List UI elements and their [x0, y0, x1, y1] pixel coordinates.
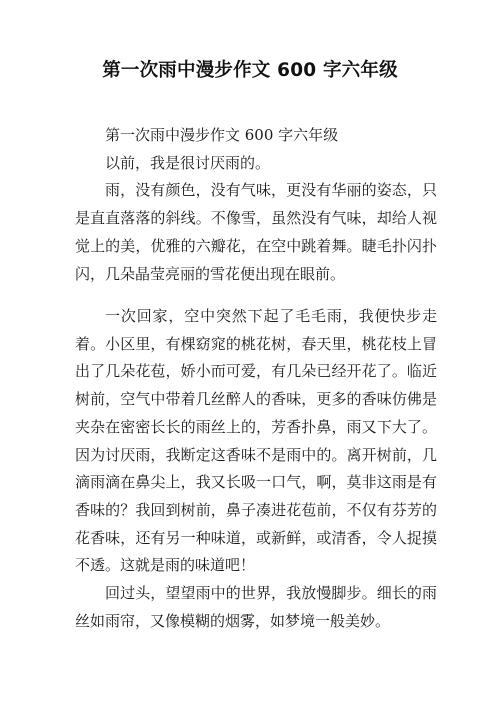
paragraph: 一次回家，空中突然下起了毛毛雨，我便快步走着。小区里，有棵窈窕的桃花树，春天里，桃花枝上冒出了几朵花苞，娇小而可爱，有几朵已经开花了。临近树前，空气中带着几丝醉人的香味，更多的香味仿佛是夹杂在密密长长的雨丝上的，芳香扑鼻，雨又下大了。因为讨厌雨，我断定这香味不是雨中的。离开树前，几滴雨滴在鼻尖上，我又长吸一口气，啊，莫非这雨是有香味的？我回到树前，鼻子凑进花苞前，不仅有芬芳的花香味，还有另一种味道，或新鲜，或清香，令人捉摸不透。这就是雨的味道吧！	[75, 307, 437, 575]
document-title: 第一次雨中漫步作文 600 字六年级	[102, 60, 398, 81]
paragraph: 回过头，望望雨中的世界，我放慢脚步。细长的雨丝如雨帘，又像模糊的烟雾，如梦境一般美妙。	[75, 584, 437, 630]
paragraph: 雨，没有颜色，没有气味，更没有华丽的姿态，只是直直落落的斜线。不像雪，虽然没有气味，却给人视觉上的美，优雅的六瓣花，在空中跳着舞。睫毛扑闪扑闪，几朵晶莹亮丽的雪花便出现在眼前。	[75, 181, 437, 283]
paragraph: 以前，我是很讨厌雨的。	[105, 153, 271, 172]
heading-line: 第一次雨中漫步作文 600 字六年级	[105, 126, 339, 144]
body-section-2	[75, 303, 437, 635]
body-section-1	[75, 122, 437, 288]
